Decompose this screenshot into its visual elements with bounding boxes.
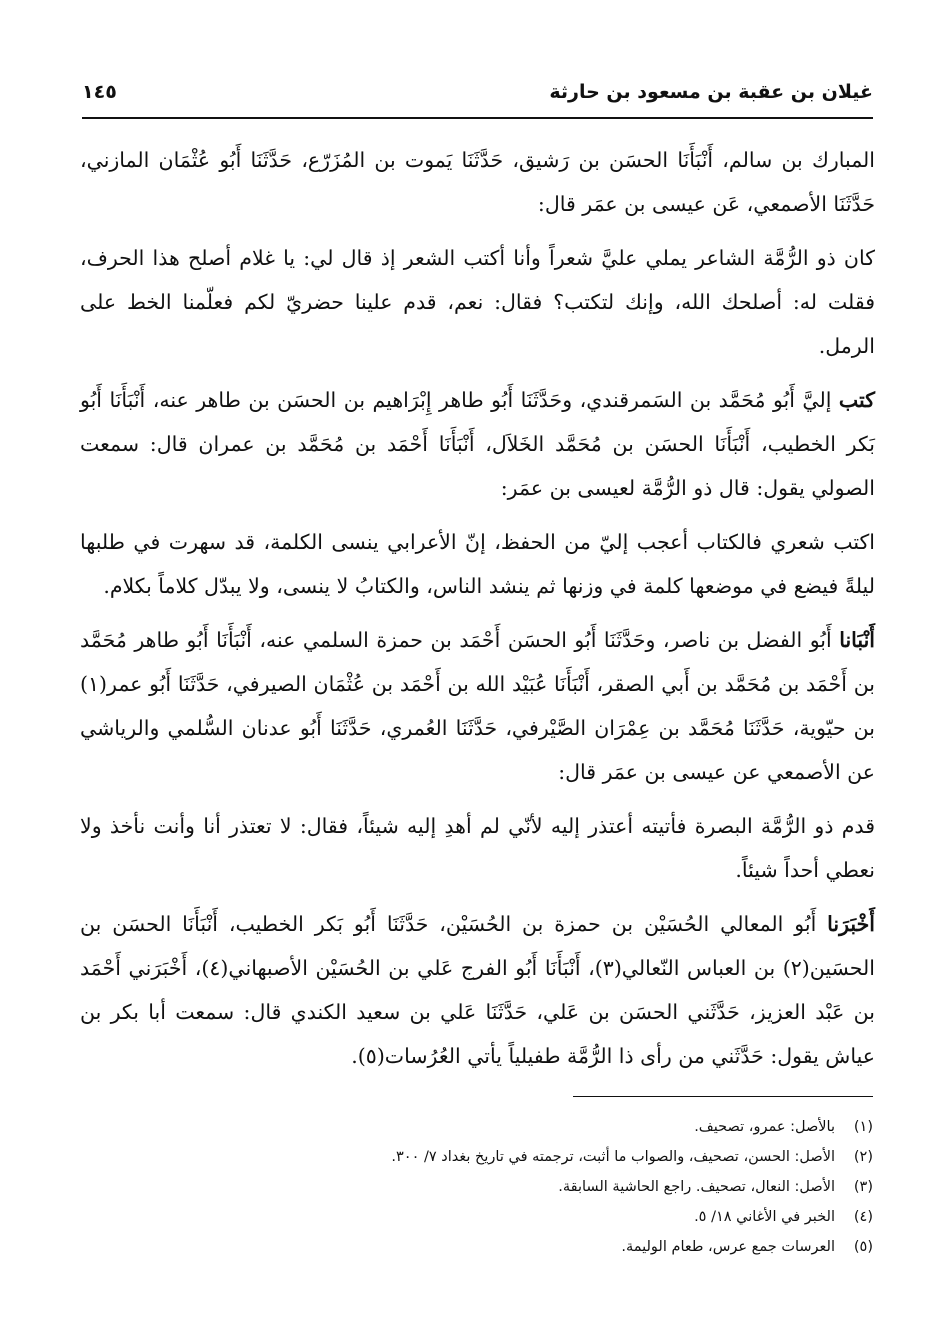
paragraph-text: إليَّ أَبُو مُحَمَّد بن السَمرقندي، وحَدَّثَنَا أَبُو طاهر إِبْرَاهيم بن الحسَن بن طاهر عنه، أَنْبَأَنَا أَبُو بَكر الخطيب، أَنْبَأَنَا الحسَن بن مُحَمَّد الخَلاَل، أَنْبَأَنَا أَحْمَد بن مُحَمَّد بن عمران قال: سمعت الصولي يقول: قال ذو الرُّمَّة لعيسى بن عمَر: <box>80 388 875 500</box>
paragraph <box>80 236 875 368</box>
footnote <box>200 1202 873 1232</box>
paragraph <box>80 520 875 608</box>
paragraph-text: أَبُو المعالي الحُسَيْن بن حمزة بن الحُسَيْن، حَدَّثَنَا أَبُو بَكر الخطيب، أَنْبَأَنَا الحسَن بن الحسَين(٢) بن العباس النّعالي(٣)، أَنْبَأَنَا أَبُو الفرج عَلي بن الحُسَيْن الأصبهاني(٤)، أَخْبَرَني أَحْمَد بن عَبْد العزيز، حَدَّثَني الحسَن بن عَلي، حَدَّثَنَا عَلي بن سعيد الكندي قال: سمعت أبا بكر بن عياش يقول: حَدَّثَني من رأى ذا الرُّمَّة طفيلياً يأتي العُرُسات(٥). <box>80 912 875 1068</box>
running-title: غيلان بن عقبة بن مسعود بن حارثة <box>549 81 873 103</box>
header-rule <box>82 117 873 119</box>
footnote <box>200 1112 873 1142</box>
paragraph <box>80 138 875 226</box>
footnote-text: الخبر في الأغاني ١٨/ ٥. <box>694 1209 835 1225</box>
footnote <box>200 1232 873 1262</box>
page-header <box>82 72 873 112</box>
paragraph-text: قدم ذو الرُّمَّة البصرة فأتيته أعتذر إليه لأنّي لم أهدِ إليه شيئاً، فقال: لا تعتذر أنا وأنت نأخذ ولا نعطي أحداً شيئاً. <box>80 814 875 882</box>
footnotes <box>200 1112 873 1262</box>
footnote-text: بالأصل: عمرو، تصحيف. <box>694 1119 835 1135</box>
paragraph-lead-word: أَخْبَرَنا <box>827 912 875 936</box>
paragraph-text: كان ذو الرُّمَّة الشاعر يملي عليَّ شعراً وأنا أكتب الشعر إذ قال لي: يا غلام أصلح هذا الحرف، فقلت له: أصلحك الله، وإنك لتكتب؟ فقال: نعم، قدم علينا حضريّ لكم فعلّمنا الخط على الرمل. <box>80 246 875 358</box>
footnote <box>200 1142 873 1172</box>
paragraph <box>80 804 875 892</box>
paragraph <box>80 378 875 510</box>
paragraph-lead-word: كتب <box>838 388 875 412</box>
paragraph-text: المبارك بن سالم، أَنْبَأَنَا الحسَن بن رَشيق، حَدَّثَنَا يَموت بن المُزَرّع، حَدَّثَنَا أَبُو عُثْمَان المازني، حَدَّثَنَا الأصمعي، عَن عيسى بن عمَر قال: <box>80 148 875 216</box>
footnote <box>200 1172 873 1202</box>
main-text <box>80 138 875 1086</box>
page-number: ١٤٥ <box>82 81 117 103</box>
footnote-text: الأصل: النعال، تصحيف. راجع الحاشية السابقة. <box>558 1179 835 1195</box>
paragraph-text: أَبُو الفضل بن ناصر، وحَدَّثَنَا أَبُو الحسَن أَحْمَد بن حمزة السلمي عنه، أَنْبَأَنَا أَبُو طاهر مُحَمَّد بن أَحْمَد بن مُحَمَّد بن أَبي الصقر، أَنْبَأَنَا عُبَيْد الله بن أَحْمَد بن عُثْمَان الصيرفي، حَدَّثَنَا أَبُو عمر(١) بن حيّوية، حَدَّثَنَا مُحَمَّد بن عِمْرَان الصَّيْرفي، حَدَّثَنَا العُمري، حَدَّثَنَا أَبُو عدنان السُّلمي والرياشي عن الأصمعي عن عيسى بن عمَر قال: <box>80 628 875 784</box>
footnote-rule <box>573 1096 873 1097</box>
footnote-number: (٥) <box>853 1239 873 1255</box>
footnote-number: (٤) <box>853 1209 873 1225</box>
paragraph <box>80 902 875 1078</box>
paragraph <box>80 618 875 794</box>
footnote-text: الأصل: الحسن، تصحيف، والصواب ما أثبت، ترجمته في تاريخ بغداد ٧/ ٣٠٠. <box>391 1149 835 1165</box>
footnote-number: (١) <box>853 1119 873 1135</box>
footnote-number: (٢) <box>853 1149 873 1165</box>
paragraph-text: اكتب شعري فالكتاب أعجب إليّ من الحفظ، إنّ الأعرابي ينسى الكلمة، قد سهرت في طلبها ليلةً فيضع في موضعها كلمة في وزنها ثم ينشد الناس، والكتابُ لا ينسى، ولا يبدّل كلاماً بكلام. <box>80 530 875 598</box>
paragraph-lead-word: أَنْبَانا <box>839 628 875 652</box>
footnote-text: العرسات جمع عرس، طعام الوليمة. <box>621 1239 835 1255</box>
footnote-number: (٣) <box>853 1179 873 1195</box>
